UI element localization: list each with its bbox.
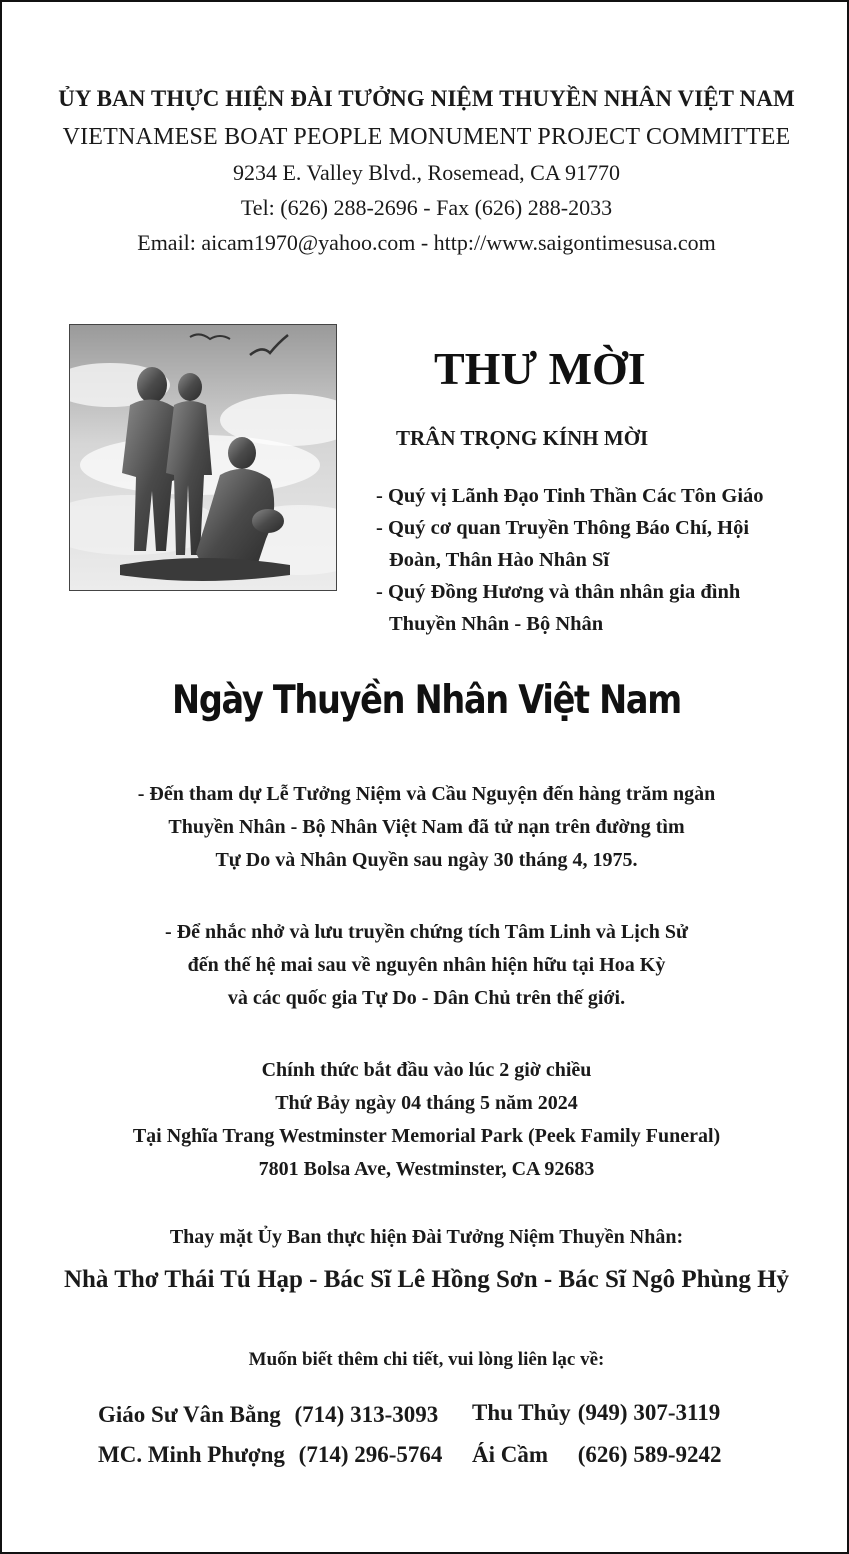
contact-intro: Muốn biết thêm chi tiết, vui lòng liên lạc về: xyxy=(248,1349,605,1370)
event-date: Thứ Bảy ngày 04 tháng 5 năm 2024 xyxy=(275,1092,578,1114)
respectfully-invite-label: TRÂN TRỌNG KÍNH MỜI xyxy=(396,426,649,450)
paragraph-line: - Đến tham dự Lễ Tưởng Niệm và Cầu Nguyện đến hàng trăm ngàn xyxy=(137,783,716,805)
contact-name: Giáo Sư Vân Bằng xyxy=(98,1402,281,1427)
event-start-time: Chính thức bắt đầu vào lúc 2 giờ chiều xyxy=(261,1059,592,1081)
event-address: 7801 Bolsa Ave, Westminster, CA 92683 xyxy=(258,1158,595,1180)
invitation-title: THƯ MỜI xyxy=(434,343,646,394)
org-address: 9234 E. Valley Blvd., Rosemead, CA 91770 xyxy=(232,160,621,185)
contact-phone: (714) 296-5764 xyxy=(298,1442,443,1467)
org-name-english: VIETNAMESE BOAT PEOPLE MONUMENT PROJECT COMMITTEE xyxy=(62,124,791,150)
org-tel-fax: Tel: (626) 288-2696 - Fax (626) 288-2033 xyxy=(240,195,613,220)
contact-entry xyxy=(472,1442,721,1468)
paragraph-line: Tự Do và Nhân Quyền sau ngày 30 tháng 4, 1975. xyxy=(215,849,638,871)
purpose-paragraph-2 xyxy=(2,916,849,1015)
contact-name: Ái Cầm xyxy=(472,1442,549,1467)
contact-phone: (626) 589-9242 xyxy=(577,1442,722,1467)
event-title: Ngày Thuyền Nhân Việt Nam xyxy=(172,678,681,723)
contact-phone: (949) 307-3119 xyxy=(577,1400,721,1425)
event-venue: Tại Nghĩa Trang Westminster Memorial Park (Peek Family Funeral) xyxy=(132,1125,721,1147)
contact-name: MC. Minh Phượng xyxy=(98,1442,285,1467)
paragraph-line: và các quốc gia Tự Do - Dân Chủ trên thế giới. xyxy=(227,987,626,1009)
contact-entry xyxy=(98,1442,442,1468)
contact-phone: (714) 313-3093 xyxy=(294,1402,439,1427)
boat-people-statue-image xyxy=(70,325,336,590)
contact-entry xyxy=(98,1402,438,1428)
monument-photo xyxy=(69,324,337,591)
committee-signers: Nhà Thơ Thái Tú Hạp - Bác Sĩ Lê Hồng Sơn - Bác Sĩ Ngô Phùng Hỷ xyxy=(63,1266,790,1293)
purpose-paragraph-1 xyxy=(2,778,849,877)
contact-name: Thu Thủy xyxy=(472,1400,571,1425)
paragraph-line: đến thế hệ mai sau về nguyên nhân hiện hữu tại Hoa Kỳ xyxy=(187,954,666,976)
guest-list-item: - Quý cơ quan Truyền Thông Báo Chí, Hội xyxy=(376,517,750,539)
org-name-vietnamese: ỦY BAN THỰC HIỆN ĐÀI TƯỞNG NIỆM THUYỀN NHÂN VIỆT NAM xyxy=(58,86,795,111)
guest-list-item-continued: Thuyền Nhân - Bộ Nhân xyxy=(389,613,604,635)
event-details xyxy=(2,1054,849,1186)
contact-entry xyxy=(472,1400,720,1426)
paragraph-line: - Để nhắc nhở và lưu truyền chứng tích Tâm Linh và Lịch Sử xyxy=(165,921,688,943)
paragraph-line: Thuyền Nhân - Bộ Nhân Việt Nam đã tử nạn trên đường tìm xyxy=(168,816,685,838)
guest-list-item: - Quý vị Lãnh Đạo Tinh Thần Các Tôn Giáo xyxy=(376,485,764,507)
guest-list xyxy=(376,480,764,640)
guest-list-item-continued: Đoàn, Thân Hào Nhân Sĩ xyxy=(389,549,610,571)
on-behalf-label: Thay mặt Ủy Ban thực hiện Đài Tưởng Niệm Thuyền Nhân: xyxy=(169,1226,684,1248)
guest-list-item: - Quý Đồng Hương và thân nhân gia đình xyxy=(376,581,741,603)
org-email-website: Email: aicam1970@yahoo.com - http://www.saigontimesusa.com xyxy=(137,230,716,255)
